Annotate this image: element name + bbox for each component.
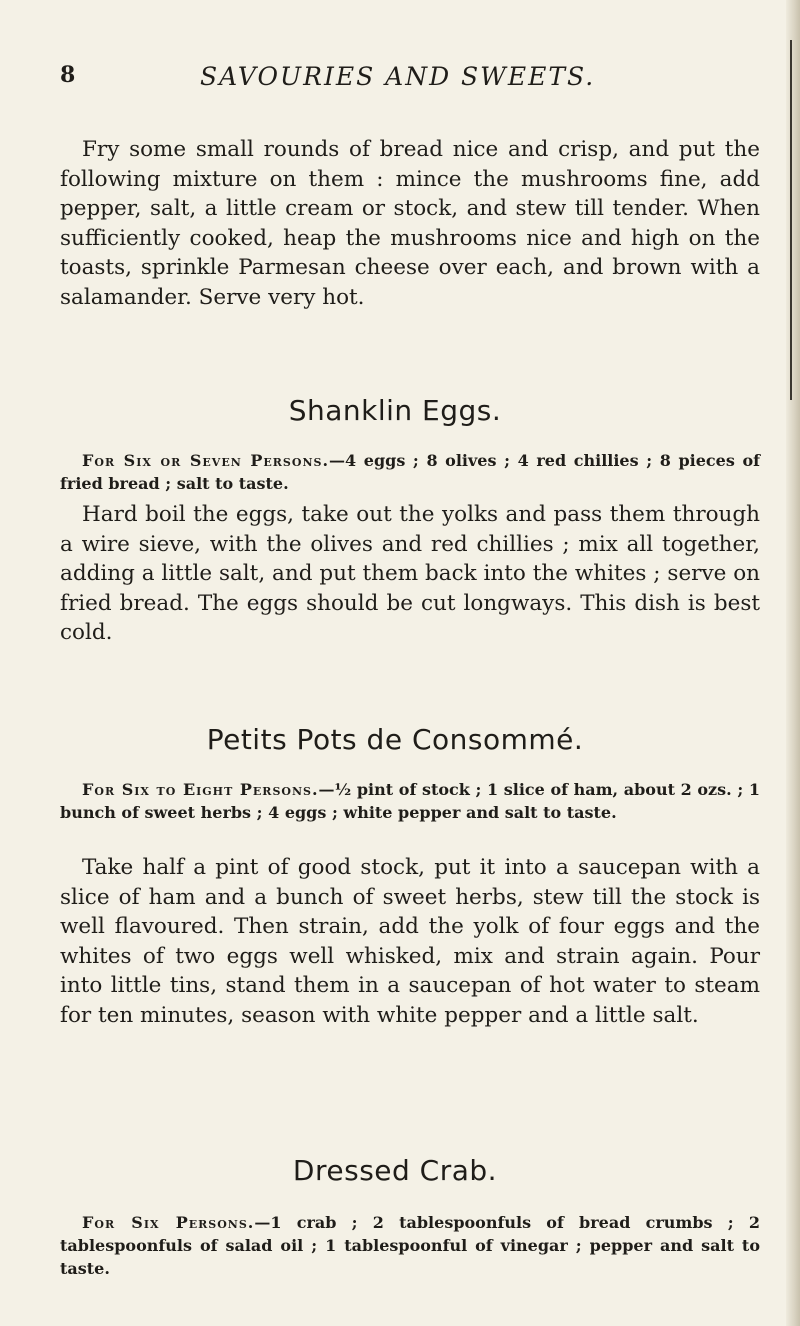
ingredients-petits-pots	[60, 778, 760, 824]
method-shanklin-eggs: Hard boil the eggs, take out the yolks and pass them through a wire sieve, with the olives and red chillies ; mix all together, adding a little salt, and put them back into the whites ; serve on fried bread. The eggs should be cut longways. This dish is best cold.	[60, 502, 760, 645]
method-petits-pots: Take half a pint of good stock, put it into a saucepan with a slice of ham and a bunch of sweet herbs, stew till the stock is well flavoured. Then strain, add the yolk of four eggs and the whites of two eggs well whisked, mix and strain again. Pour into little tins, stand them in a saucepan of hot water to steam for ten minutes, season with white pepper and a little salt.	[60, 855, 760, 1028]
ingredients-dressed-crab	[60, 1211, 760, 1280]
recipe-title-petits-pots: Petits Pots de Consommé.	[206, 723, 584, 756]
binding-shadow	[790, 40, 792, 400]
ingredients-list: —1 crab ; 2 tablespoonfuls of bread crumbs ; 2 tablespoonfuls of salad oil ; 1 tablespoonful of vinegar ; pepper and salt to taste.	[60, 1213, 760, 1278]
running-head	[60, 62, 760, 92]
page-number: 8	[60, 62, 76, 88]
servings-label: For Six or Seven Persons.	[82, 451, 330, 470]
servings-label: For Six to Eight Persons.	[82, 780, 319, 799]
recipe-title-dressed-crab: Dressed Crab.	[292, 1154, 498, 1187]
ingredients-list: —4 eggs ; 8 olives ; 4 red chillies ; 8 pieces of fried bread ; salt to taste.	[60, 451, 760, 493]
recipe-title-shanklin-eggs: Shanklin Eggs.	[288, 394, 502, 427]
running-title: SAVOURIES AND SWEETS.	[200, 62, 596, 91]
ingredients-list: —½ pint of stock ; 1 slice of ham, about 2 ozs. ; 1 bunch of sweet herbs ; 4 eggs ; white pepper and salt to taste.	[60, 780, 760, 822]
ingredients-shanklin-eggs	[60, 449, 760, 495]
intro-paragraph: Fry some small rounds of bread nice and crisp, and put the following mixture on them : mince the mushrooms fine, add pepper, salt, a little cream or stock, and stew till tender. When sufficiently cooked, heap the mushrooms nice and high on the toasts, sprinkle Parmesan cheese over each, and brown with a salamander. Serve very hot.	[60, 137, 760, 310]
servings-label: For Six Persons.	[82, 1213, 255, 1232]
